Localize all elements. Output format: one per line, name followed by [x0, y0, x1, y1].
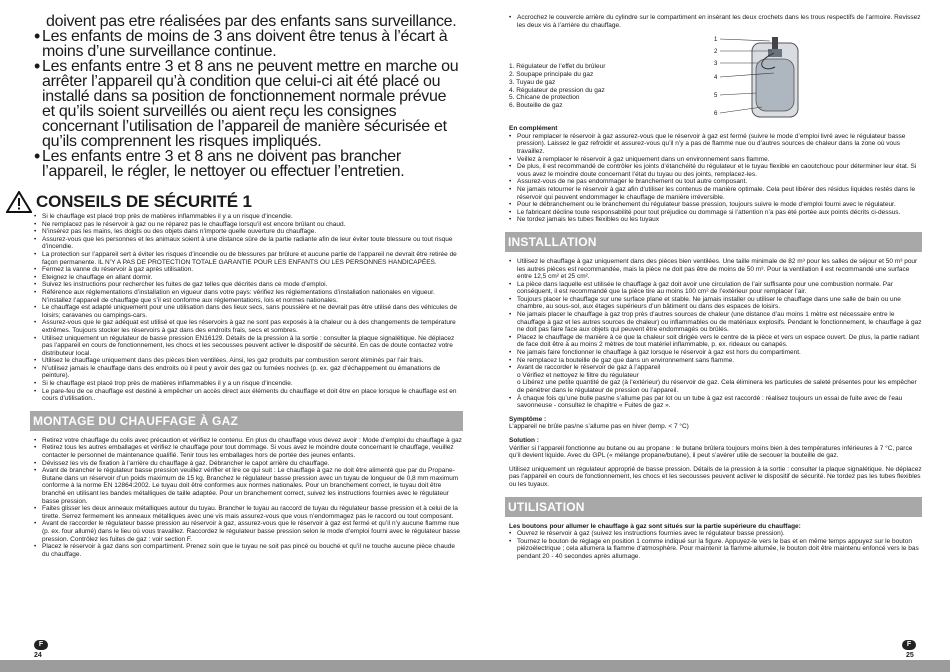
cover-instructions [509, 14, 922, 29]
complement-item-0: • Pour remplacer le réservoir à gaz assurez-vous que le réservoir à gaz est fermé (suivre le mode d’emploi livré avec le régulateur basse pression). Laissez le gaz refroidir et assurez-vous qu’il n’y a pas de flamme nue ou d’autres sources de chaleur dans la zone où vous travaillez. [509, 133, 922, 156]
legend-item-0: 1. Régulateur de l’effet du brûleur [509, 63, 606, 71]
safety-item-15: • Le pare-feu de ce chauffage est destiné à empêcher un accès direct aux éléments du chauffage et doit être en place lorsque le chauffage est en cours d’utilisation.. [34, 388, 463, 403]
install-list [509, 258, 922, 410]
install-item-4: • Placez le chauffage de manière à ce que la chaleur soit dirigée vers le centre de la pièce et vers un espace ouvert. De plus, la partie radiant de face doit être à au moins 2 mètres de tout matériel inflammable, p. ex. rideaux ou canapés. [509, 334, 922, 349]
complement-item-1: • Veillez à remplacer le réservoir à gaz uniquement dans un environnement sans flamme. [509, 156, 922, 164]
use-item-1: • Tournez le bouton de réglage en position 1 comme indiqué sur la figure. Appuyez-le vers le bas et en même temps appuyez sur le bouton piézoélectrique ; cela allumera la flamme d’atmosphère. Pour maintenir la flamme allumée, le bouton doit être maintenu enfoncé vers le bas pendant 20 - 40 secondes après allumage. [509, 538, 922, 561]
intro-line-0: doivent pas etre réalisées par des enfants sans surveillance. [46, 13, 457, 30]
safety-heading [6, 191, 463, 213]
install-item-8: • À chaque fois qu’une bulle pas/ne s’allume pas par lot ou un tube à gaz est raccordé : réalisez toujours un essai de fuite avec de l’eau savonneuse - consultez le chapitre « Fuites de gaz ». [509, 395, 922, 410]
symptom-text: L’appareil ne brûle pas/ne s’allume pas en hiver (temp. < 7 °C) [509, 423, 689, 431]
install-item-3: • Ne jamais placer le chauffage à gaz trop près d’autres sources de chaleur (une distance d’au moins 1 mètre est nécessaire entre le chauffage à gaz et les autres sources de chaleur) ou inflammables ou de matériaux explosifs. Pendant le fonctionnement, le chauffage à gaz ne doit pas faire face aux objets qui peuvent être endommagés ou brûlés. [509, 311, 922, 334]
install-item-1: • La pièce dans laquelle est utilisée le chauffage à gaz doit avoir une circulation de l’air suffisante pour une combustion normale. Par conséquent, il est recommandé que la pièce tire au moins 100 cm² de l’extérieur pour remplacer l’air. [509, 281, 922, 296]
figure-legend [509, 63, 605, 119]
figure-legend-block [509, 33, 922, 119]
install-item-5: • Ne jamais faire fonctionner le chauffage à gaz lorsque le réservoir à gaz est hors du compartiment. [509, 349, 922, 357]
symptom-title: Symptôme : [509, 415, 547, 423]
figure-label-3: 3 [714, 61, 718, 68]
figure-label-6: 6 [714, 111, 718, 118]
safety-item-7: • Suivez les instructions pour rechercher les fuites de gaz telles que décrites dans ce mode d’emploi. [34, 281, 463, 289]
legend-item-1: 2. Soupape principale du gaz [509, 70, 594, 78]
use-section-title: UTILISATION [505, 497, 922, 517]
legend-item-2: 3. Tuyau de gaz [509, 78, 556, 86]
language-badge-right: F [902, 640, 916, 650]
install-item-0: • Utilisez le chauffage à gaz uniquement dans des pièces bien ventilées. Une taille minimale de 82 m³ pour les salles de séjour et 50 m³ pour les autres pièces est recommandée, mais la pièce ne doit pas être de moins de 50 m³. Pour la ventilation il est recommandé une surface entre 12,5 cm² et 25 cm². [509, 258, 922, 281]
safety-item-13: • N’utilisez jamais le chauffage dans des endroits où il peut y avoir des gaz ou fumées nocives (p. ex. gaz d’échappement ou émanations de peinture). [34, 365, 463, 380]
safety-item-9: • Le chauffage est adapté uniquement pour une utilisation dans des lieux secs, sans poussière et ne devrait pas être utilisé dans des véhicules de loisirs; caravanes ou campings-cars. [34, 304, 463, 319]
page-number-right: 25 [906, 652, 914, 659]
safety-item-3: • Assurez-vous que les personnes et les animaux soient à une distance sûre de la partie radiante afin de leur éviter toute blessure ou tout risque d’incendie. [34, 236, 463, 251]
figure-label-2: 2 [714, 49, 718, 56]
heater-diagram-figure [712, 33, 862, 119]
safety-item-1: • Ne remplacez pas le réservoir à gaz ou ne réparez pas le chauffage lorsqu’il est encore brûlant ou chaud. [34, 221, 463, 229]
mount-item-5: • Avant de raccorder le régulateur basse pression au réservoir à gaz, assurez-vous que le réservoir à gaz est fermé et qu’il n’y aucune flamme nue (p. ex. four allumé) dans le lieu où vous travaillez. Raccordez le régulateur basse pression selon le mode d’emploi fourni avec le régulateur basse pression. Contrôlez les fuites de gaz : voir section F. [34, 520, 463, 543]
use-lead: Les boutons pour allumer le chauffage à gaz sont situés sur la partie supérieure du chauffage: [509, 522, 801, 530]
mount-item-6: • Placez le réservoir à gaz dans son compartiment. Prenez soin que le tuyau ne soit pas pincé ou bouché et qu’il ne touche aucune pièce chaude du chauffage. [34, 543, 463, 558]
complement-list [509, 133, 922, 224]
safety-list [34, 213, 463, 403]
complement-item-2: • De plus, il est recommandé de contrôler les joints d’étanchéité du régulateur et le tuyau flexible en caoutchouc pour déterminer leur état. Si vous avez le moindre doute concernant l’état du tuyau ou des joints, remplacez-les. [509, 163, 922, 178]
mount-item-2: • Dévissez les vis de fixation à l’arrière du chauffage à gaz. Débrancher le capot arrière du chauffage. [34, 460, 463, 468]
legend-item-5: 6. Bouteille de gaz [509, 102, 563, 110]
safety-item-0: • Si le chauffage est placé trop près de matières inflammables il y a un risque d’incendie. [34, 213, 463, 221]
safety-title: CONSEILS DE SÉCURITÉ 1 [36, 192, 252, 211]
safety-item-2: • N’insérez pas les mains, les doigts ou des objets dans n’importe quelle ouverture du chauffage. [34, 228, 463, 236]
install-item-6: • Ne remplacez la bouteille de gaz que dans un environnement sans flamme. [509, 357, 922, 365]
mount-item-0: • Retirez votre chauffage du colis avec précaution et vérifiez le contenu. En plus du chauffage vous devez avoir : Mode d’emploi du chauffage à gaz [34, 437, 463, 445]
complement-item-7: • Ne tordez jamais les tubes flexibles ou les tuyaux [509, 216, 922, 224]
safety-item-4: • La protection sur l’appareil sert à éviter les risques d’incendie ou de blessures par brûlure et aucune partie de l’appareil ne devrait être retirée de façon permanente. IL N’Y A PAS DE PROTECTION TOTALE GARANTIE POUR LES ENFANTS OU LES PERSONNES HANDICAPÉES. [34, 251, 463, 266]
language-badge-left: F [34, 640, 48, 650]
safety-item-10: • Assurez-vous que le gaz adéquat est utilisé et que les réservoirs à gaz ne sont pas exposés à la chaleur ou à des changements de température extrêmes. Toujours stocker les réservoirs à gaz dans des endroits frais, secs et sombres. [34, 319, 463, 334]
safety-item-11: • Utilisez uniquement un régulateur de basse pression EN16129. Détails de la pression à la sortie : consulter la plaque signalétique. Ne déplacez pas l’appareil en cours de fonctionnement, les chocs et les secousses peuvent activer le dispositif de sécurité. En cas de doute contactez votre distributeur local. [34, 335, 463, 358]
complement-title: En complément [509, 125, 558, 133]
page-number-left: 24 [34, 652, 42, 659]
complement-item-3: • Assurez-vous de ne pas endommager le branchement ou tout autre composant. [509, 178, 922, 186]
mount-item-4: • Faites glisser les deux anneaux métalliques autour du tuyau. Brancher le tuyau au raccord de tuyau du régulateur basse pression et à celui de la tirette. Serrez fermement les anneaux métalliques avec une vis mais assurez-vous que vous n’endommagez pas le raccord ou tout composant. [34, 505, 463, 520]
mount-item-3: • Avant de brancher le régulateur basse pression veuillez vérifier et lire ce qui suit : Le chauffage à gaz ne doit être alimenté que par du Propane-Butane dans un réservoir d’un poids maximum de 15 kg. Branchez le régulateur basse pression avec un tuyau de longueur de 0,8 mm maximum conforme à la norme EN 12864:2002. Le tuyau doit être conformes aux normes nationales. Pour un branchement correct, le tuyau doit être branché en utilisant les bandes métalliques de taille adaptée. Pour un branchement correct, suivez les instructions fournies avec le régulateur basse pression. [34, 467, 463, 505]
figure-label-4: 4 [714, 75, 718, 82]
intro-bullet-1: • Les enfants de moins de 3 ans doivent être tenus à l’écart à moins d’une surveillance continue. [34, 29, 463, 59]
install-item-2: • Toujours placer le chauffage sur une surface plane et stable. Ne jamais installer ou utiliser le chauffage dans une salle de bain ou une chambre, au sous-sol, aux étages supérieurs d’un bâtiment ou dans des espaces de loisirs. [509, 296, 922, 311]
complement-item-6: • Le fabricant décline toute responsabilité pour tout préjudice ou dommage si l’attention n’a pas été portée aux points décrits ci-dessus. [509, 209, 922, 217]
figure-label-1: 1 [714, 37, 718, 44]
right-page [475, 0, 950, 672]
figure-label-5: 5 [714, 93, 718, 100]
use-list [509, 530, 922, 560]
safety-item-12: • Utilisez le chauffage uniquement dans des pièces bien ventilées. Ainsi, les gaz produits par combustion seront éliminés par l’air frais. [34, 357, 463, 365]
legend-item-4: 5. Chicane de protection [509, 94, 580, 102]
warning-icon [6, 191, 32, 213]
cover-item-0: • Accrochez le couvercle arrière du cylindre sur le compartiment en insérant les deux crochets dans les trous respectifs de l’armoire. Revissez les deux vis à l’arrière du chauffage. [509, 14, 922, 29]
safety-item-6: • Eteignez le chauffage en allant dormir. [34, 274, 463, 282]
use-item-0: • Ouvrez le réservoir à gaz (suivez les instructions fournies avec le régulateur basse pression). [509, 530, 922, 538]
safety-item-14: • Si le chauffage est placé trop près de matières inflammables il y a un risque d’incendie. [34, 380, 463, 388]
safety-item-8: • Référence aux réglementations d’installation en vigueur dans votre pays: vérifiez les réglementations d’installation nationales en vigueur. N’installez l’appareil de chauffage que s’il est conforme aux réglementations, lois et normes nationales. [34, 289, 463, 304]
solution-title: Solution : [509, 436, 539, 444]
intro-bullets [34, 14, 463, 179]
mount-item-1: • Retirez tous les autres emballages et vérifiez le chauffage pour tout dommage. Si vous avez le moindre doute concernant le chauffage, veuillez contacter le personnel de maintenance qualifié. Tenir tous les emballages hors de portée des jeunes enfants. [34, 444, 463, 459]
footer-band [0, 660, 950, 672]
install-item-7: • Avant de raccorder le réservoir de gaz à l’appareil o Vérifiez et nettoyez le filtre du régulateur o Libérez une petite quantité de gaz (à l’extérieur) du réservoir de gaz. Cela éliminera les particules de saleté présentes pour les empêcher de pénétrer dans le régulateur de pression ou l’appareil. [509, 364, 922, 394]
mount-list [34, 437, 463, 559]
complement-item-5: • Pour le débranchement ou le branchement du régulateur basse pression, toujours suivre le mode d’emploi fourni avec le régulateur. [509, 201, 922, 209]
legend-item-3: 4. Régulateur de pression du gaz [509, 86, 605, 94]
intro-bullet-3: • Les enfants entre 3 et 8 ans ne doivent pas brancher l’appareil, le régler, le nettoyer ou effectuer l’entretien. [34, 149, 463, 179]
solution-text: Vérifier si l’appareil fonctionne au butane ou au propane : le butane brûlera toujours moins bien à des températures inférieures à 7 °C, parce qu’il devient liquide. Avec du GPL (« mélange propane/butane), il peut s’avérer utile de secouer la bouteille de gaz. [509, 444, 913, 460]
safety-item-5: • Fermez la vanne du réservoir à gaz après utilisation. [34, 266, 463, 274]
complement-item-4: • Ne jamais retourner le réservoir à gaz afin d’utiliser les contenus de manière optimale. Cela peut libérer des résidus liquides restés dans le réservoir qui peuvent endommager le chauffage de manière irréversible. [509, 186, 922, 201]
regulator-text: Utilisez uniquement un régulateur approprié de basse pression. Détails de la pression à la sortie : consulter la plaque signalétique. Ne déplacez pas l’appareil en cours de fonctionnement, les chocs et les secousses peuvent activer le dispositif de sécurité. Ne tordez pas les tubes flexibles ou les tuyaux. [509, 465, 922, 488]
intro-bullet-2: • Les enfants entre 3 et 8 ans ne peuvent mettre en marche ou arrêter l’appareil qu’à condition que celui-ci ait été placé ou installé dans sa position de fonctionnement normale prévue et qu’ils soient surveillés ou aient reçu les consignes concernant l’utilisation de l’appareil de manière sécurisée et qu’ils comprennent les risques impliqués. [34, 59, 463, 149]
mount-section-title: MONTAGE DU CHAUFFAGE À GAZ [30, 411, 463, 431]
install-section-title: INSTALLATION [505, 232, 922, 252]
